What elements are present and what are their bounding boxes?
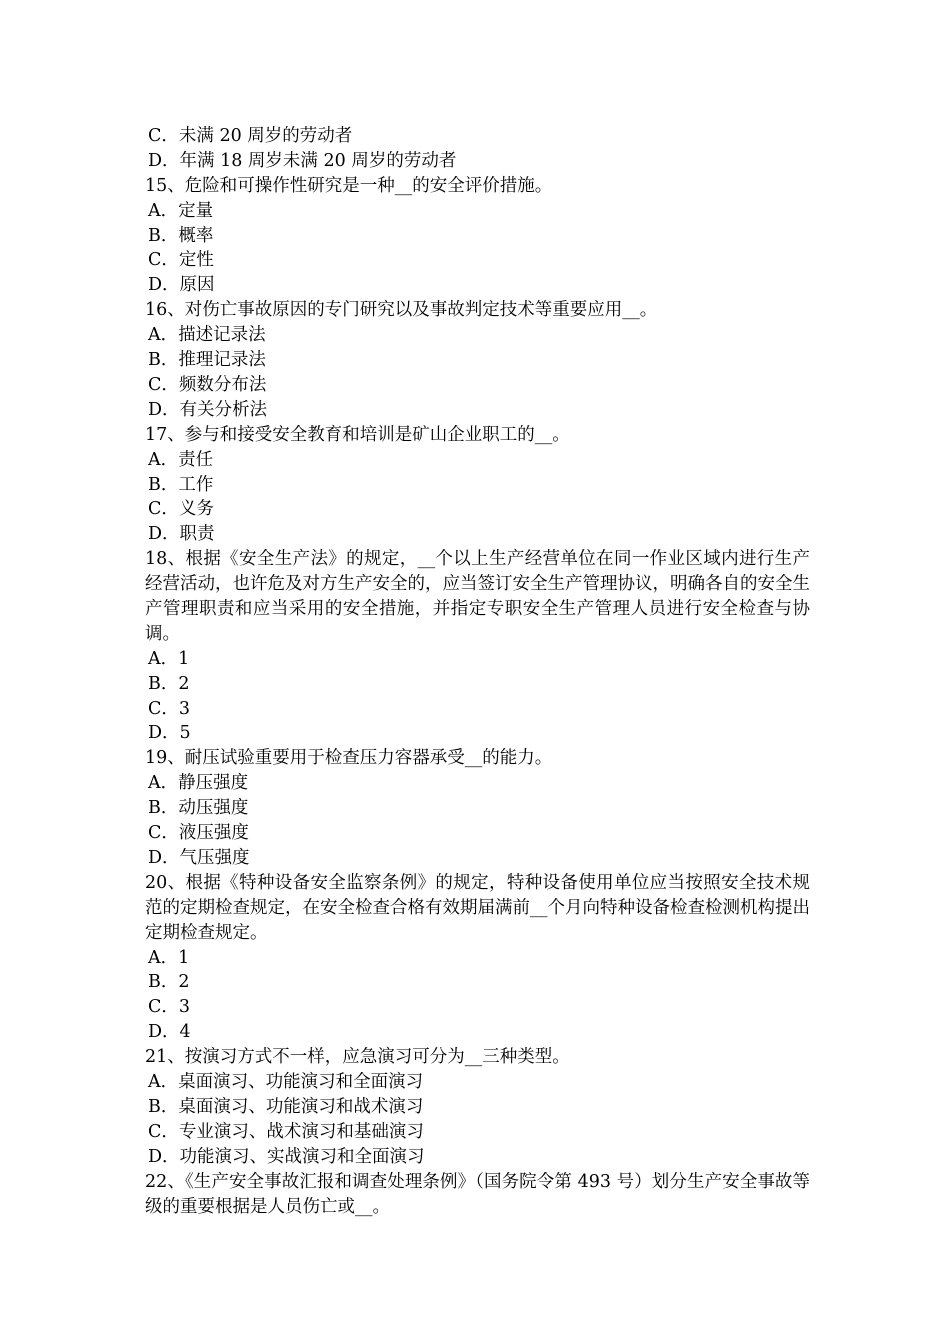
answer-option: D．4 bbox=[148, 1022, 191, 1043]
question-text: 15、危险和可操作性研究是一种__的安全评价措施。 bbox=[145, 175, 553, 196]
question-text: 20、根据《特种设备安全监察条例》的规定，特种设备使用单位应当按照安全技术规范的定期检查规定，在安全检查合格有效期届满前__个月向特种设备检查检测机构提出定期检查规定。 bbox=[145, 872, 810, 943]
answer-option: B．2 bbox=[148, 673, 190, 694]
answer-option: C．未满 20 周岁的劳动者 bbox=[148, 126, 353, 146]
answer-option: C．义务 bbox=[148, 499, 214, 520]
question-text: 18、根据《安全生产法》的规定，__个以上生产经营单位在同一作业区域内进行生产经营活动，也许危及对方生产安全的，应当签订安全生产管理协议，明确各自的安全生产管理职责和应当采用的安全措施，并指定专职安全生产管理人员进行安全检查与协调。 bbox=[145, 549, 810, 644]
answer-option: C．3 bbox=[148, 698, 191, 719]
answer-option: D．气压强度 bbox=[148, 847, 250, 868]
question-text: 16、对伤亡事故原因的专门研究以及事故判定技术等重要应用__。 bbox=[145, 300, 658, 321]
answer-option: A．描述记录法 bbox=[148, 325, 266, 346]
answer-option: B．动压强度 bbox=[148, 798, 249, 819]
answer-option: C．定性 bbox=[148, 250, 214, 271]
answer-option: B．2 bbox=[148, 972, 190, 993]
answer-option: C．液压强度 bbox=[148, 823, 249, 844]
answer-option: A．1 bbox=[148, 648, 190, 669]
answer-option: B．概率 bbox=[148, 225, 214, 246]
document-page bbox=[145, 124, 810, 1219]
answer-option: D．有关分析法 bbox=[148, 399, 268, 420]
question-text: 21、按演习方式不一样，应急演习可分为__三种类型。 bbox=[145, 1047, 570, 1068]
answer-option: D．原因 bbox=[148, 275, 215, 296]
answer-option: A．定量 bbox=[148, 200, 214, 221]
answer-option: C．频数分布法 bbox=[148, 374, 267, 395]
answer-option: A．静压强度 bbox=[148, 773, 249, 794]
answer-option: D．功能演习、实战演习和全面演习 bbox=[148, 1146, 425, 1167]
answer-option: C．专业演习、战术演习和基础演习 bbox=[148, 1121, 424, 1142]
question-text: 17、参与和接受安全教育和培训是矿山企业职工的__。 bbox=[145, 424, 570, 445]
answer-option: C．3 bbox=[148, 997, 191, 1018]
answer-option: A．桌面演习、功能演习和全面演习 bbox=[148, 1072, 424, 1093]
answer-option: A．责任 bbox=[148, 449, 214, 470]
answer-option: D．5 bbox=[148, 723, 191, 744]
answer-option: D．年满 18 周岁未满 20 周岁的劳动者 bbox=[148, 150, 457, 171]
answer-option: B．工作 bbox=[148, 474, 214, 495]
answer-option: A．1 bbox=[148, 947, 190, 968]
answer-option: B．桌面演习、功能演习和战术演习 bbox=[148, 1096, 424, 1117]
answer-option: B．推理记录法 bbox=[148, 350, 266, 371]
question-text: 19、耐压试验重要用于检查压力容器承受__的能力。 bbox=[145, 748, 553, 769]
answer-option: D．职责 bbox=[148, 524, 215, 545]
question-text: 22、《生产安全事故汇报和调查处理条例》（国务院令第 493 号）划分生产安全事故等级的重要根据是人员伤亡或__。 bbox=[145, 1171, 810, 1217]
